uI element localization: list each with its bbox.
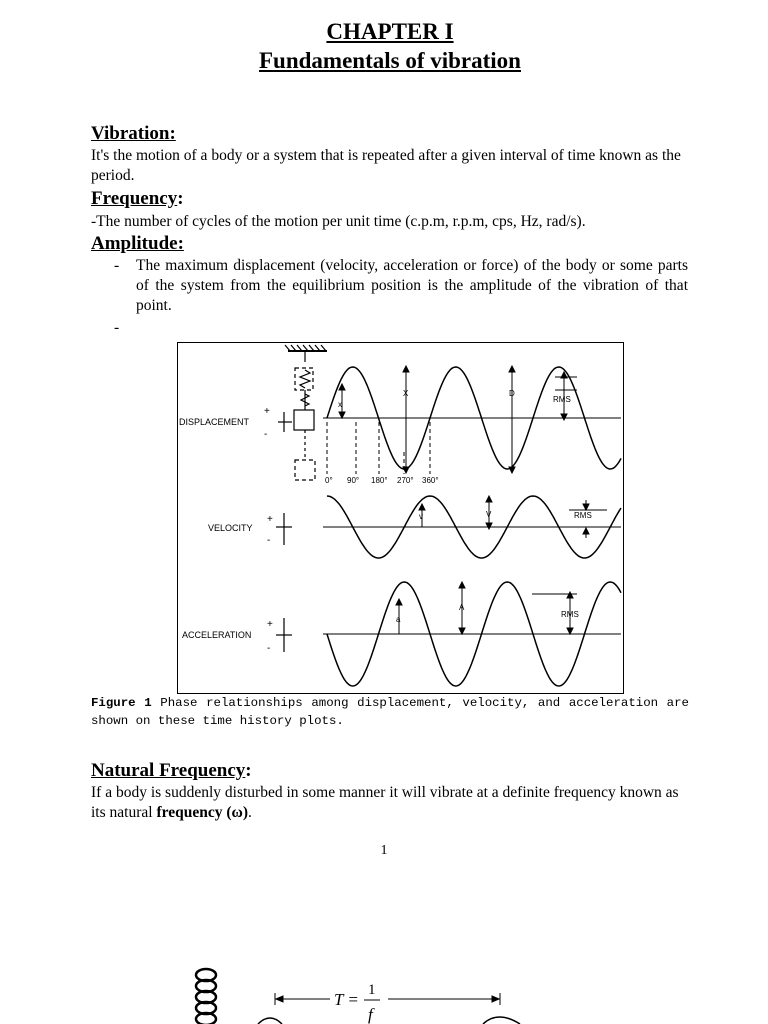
phase-lines: [327, 422, 430, 474]
figure-caption: [91, 694, 689, 730]
displacement-minus: -: [264, 429, 268, 440]
amp-v-small: v: [419, 512, 423, 521]
phase-tick-0: 0°: [325, 476, 333, 485]
coil-spring-icon: [196, 969, 216, 1024]
acceleration-label: ACCELERATION: [182, 630, 252, 640]
period-numerator: 1: [368, 982, 376, 998]
displacement-plus: +: [264, 406, 270, 417]
amplitude-text: The maximum displacement (velocity, acceleration or force) of the body or some parts of the system from the equilibrium position is the amplitude of the vibration of that point.: [136, 257, 688, 314]
acc-rms: RMS: [561, 610, 579, 619]
acceleration-plus: +: [267, 619, 273, 630]
phase-tick-270: 270°: [397, 476, 414, 485]
vibration-heading: [91, 123, 176, 145]
displacement-label: DISPLACEMENT: [179, 417, 250, 427]
acceleration-symbol: [276, 618, 292, 652]
velocity-plus: +: [267, 514, 273, 525]
frequency-text: -The number of cycles of the motion per unit time (c.p.m, r.p.m, cps, Hz, rad/s).: [91, 213, 586, 230]
disp-rms: RMS: [553, 395, 571, 404]
amp-x: X: [403, 389, 409, 398]
vibration-text: It's the motion of a body or a system that is repeated after a given interval of time known as the period.: [91, 147, 681, 184]
caption-text: Phase relationships among displacement, velocity, and acceleration are shown on these time history plots.: [91, 696, 689, 728]
period-t-equals: T =: [334, 990, 359, 1009]
phase-tick-90: 90°: [347, 476, 360, 485]
chapter-heading: CHAPTER I: [326, 19, 454, 44]
natural-frequency-text: [91, 783, 696, 823]
caption-label: Figure 1: [91, 696, 152, 710]
amp-v: V: [486, 510, 492, 519]
amp-a-small: a: [396, 615, 401, 624]
page-number: 1: [380, 843, 388, 858]
velocity-minus: -: [267, 535, 271, 546]
period-wave-left: [258, 1018, 282, 1024]
amplitude-empty-bullet: -: [114, 319, 120, 336]
frequency-heading-text: Frequency: [91, 188, 178, 209]
amplitude-bullet: -: [114, 257, 120, 274]
phase-figure: [177, 342, 625, 695]
amp-a: A: [459, 603, 465, 612]
velocity-label: VELOCITY: [208, 523, 253, 533]
period-figure: [170, 964, 570, 1024]
frequency-colon: :: [177, 188, 184, 209]
chapter-title: Fundamentals of vibration: [259, 48, 521, 73]
amplitude-heading-text: Amplitude:: [91, 233, 184, 254]
natural-frequency-heading-text: Natural Frequency: [91, 760, 246, 781]
mass-spring-icon: [278, 345, 327, 480]
phase-tick-360: 360°: [422, 476, 439, 485]
vel-rms: RMS: [574, 511, 592, 520]
amp-d: D: [509, 389, 515, 398]
natural-frequency-heading: [91, 760, 252, 782]
period-wave-right: [483, 1017, 520, 1024]
amp-x-small: x: [338, 400, 342, 409]
period-arrow: [275, 993, 500, 1005]
natural-frequency-body: If a body is suddenly disturbed in some manner it will vibrate at a definite frequency known as its natural: [91, 784, 679, 821]
amplitude-arrows: [339, 366, 607, 634]
natural-frequency-colon: :: [245, 760, 252, 781]
vibration-heading-text: Vibration:: [91, 123, 176, 144]
frequency-heading: [91, 188, 184, 210]
period-denominator: f: [368, 1005, 373, 1024]
velocity-symbol: [276, 513, 292, 545]
phase-tick-180: 180°: [371, 476, 388, 485]
amplitude-heading: [91, 233, 184, 255]
acceleration-minus: -: [267, 643, 271, 654]
natural-frequency-end: .: [247, 804, 252, 821]
natural-frequency-term: frequency (ω): [156, 804, 248, 821]
